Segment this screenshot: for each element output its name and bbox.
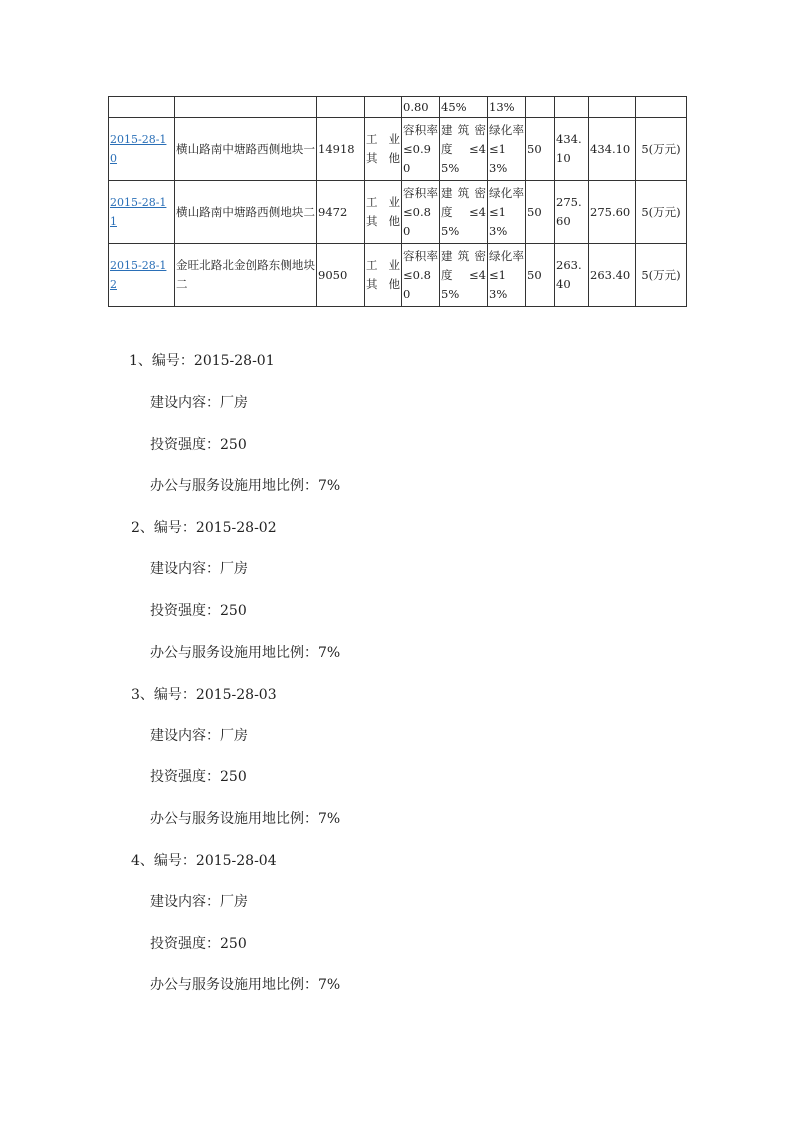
cell-green: 13%: [488, 97, 526, 118]
cell-price: 263.40: [589, 244, 636, 307]
table-row: [109, 118, 687, 181]
cell-plot-ratio: 容积率≤0.80: [402, 244, 440, 307]
cell-step: 5(万元): [636, 118, 687, 181]
entry-intensity: 投资强度：250: [150, 936, 247, 952]
cell-area: 9050: [317, 244, 365, 307]
entry-content: 建设内容：厂房: [150, 561, 248, 577]
cell-location: 横山路南中塘路西侧地块二: [175, 181, 317, 244]
cell-location: 横山路南中塘路西侧地块一: [175, 118, 317, 181]
entry-heading: 4、编号：2015-28-04: [131, 853, 277, 869]
cell-green: 绿化率≤13%: [488, 244, 526, 307]
cell-years: 50: [526, 118, 555, 181]
cell-start-price: 263.40: [555, 244, 589, 307]
cell-id: [109, 244, 175, 307]
cell-id: [109, 181, 175, 244]
entry-ratio: 办公与服务设施用地比例：7%: [150, 811, 341, 827]
cell-id: [109, 118, 175, 181]
cell-green: 绿化率≤13%: [488, 118, 526, 181]
cell-step: 5(万元): [636, 244, 687, 307]
cell-price: 275.60: [589, 181, 636, 244]
cell-price: [589, 97, 636, 118]
entry-intensity: 投资强度：250: [150, 769, 247, 785]
cell-start-price: 434.10: [555, 118, 589, 181]
cell-start-price: 275.60: [555, 181, 589, 244]
cell-area: 9472: [317, 181, 365, 244]
cell-density: 建筑密度≤45%: [440, 118, 488, 181]
entry-heading: 3、编号：2015-28-03: [131, 687, 277, 703]
entry-intensity: 投资强度：250: [150, 603, 247, 619]
table-row: [109, 244, 687, 307]
entry-content: 建设内容：厂房: [150, 894, 248, 910]
entry-ratio: 办公与服务设施用地比例：7%: [150, 645, 341, 661]
cell-use: [365, 97, 402, 118]
land-parcel-table: [108, 96, 687, 307]
entry-ratio: 办公与服务设施用地比例：7%: [150, 478, 341, 494]
table-row-partial: [109, 97, 687, 118]
table-row: [109, 181, 687, 244]
cell-step: 5(万元): [636, 181, 687, 244]
entry-intensity: 投资强度：250: [150, 437, 247, 453]
cell-density: 45%: [440, 97, 488, 118]
cell-use: 工业其他: [365, 181, 402, 244]
cell-location: 金旺北路北金创路东侧地块二: [175, 244, 317, 307]
cell-step: [636, 97, 687, 118]
cell-area: [317, 97, 365, 118]
cell-years: 50: [526, 244, 555, 307]
cell-use: 工业其他: [365, 118, 402, 181]
cell-plot-ratio: 容积率≤0.80: [402, 181, 440, 244]
cell-area: 14918: [317, 118, 365, 181]
parcel-id-link[interactable]: 2015-28-10: [110, 133, 167, 165]
parcel-id-link[interactable]: 2015-28-11: [110, 196, 167, 228]
entry-ratio: 办公与服务设施用地比例：7%: [150, 977, 341, 993]
cell-plot-ratio: 0.80: [402, 97, 440, 118]
cell-start-price: [555, 97, 589, 118]
entry-content: 建设内容：厂房: [150, 728, 248, 744]
parcel-id-link[interactable]: 2015-28-12: [110, 259, 167, 291]
cell-id: [109, 97, 175, 118]
cell-use: 工业其他: [365, 244, 402, 307]
cell-density: 建筑密度≤45%: [440, 181, 488, 244]
cell-location: [175, 97, 317, 118]
cell-density: 建筑密度≤45%: [440, 244, 488, 307]
cell-years: 50: [526, 181, 555, 244]
cell-price: 434.10: [589, 118, 636, 181]
cell-plot-ratio: 容积率≤0.90: [402, 118, 440, 181]
entry-content: 建设内容：厂房: [150, 395, 248, 411]
cell-years: [526, 97, 555, 118]
entry-heading: 1、编号：2015-28-01: [129, 353, 275, 369]
entry-heading: 2、编号：2015-28-02: [131, 520, 277, 536]
cell-green: 绿化率≤13%: [488, 181, 526, 244]
